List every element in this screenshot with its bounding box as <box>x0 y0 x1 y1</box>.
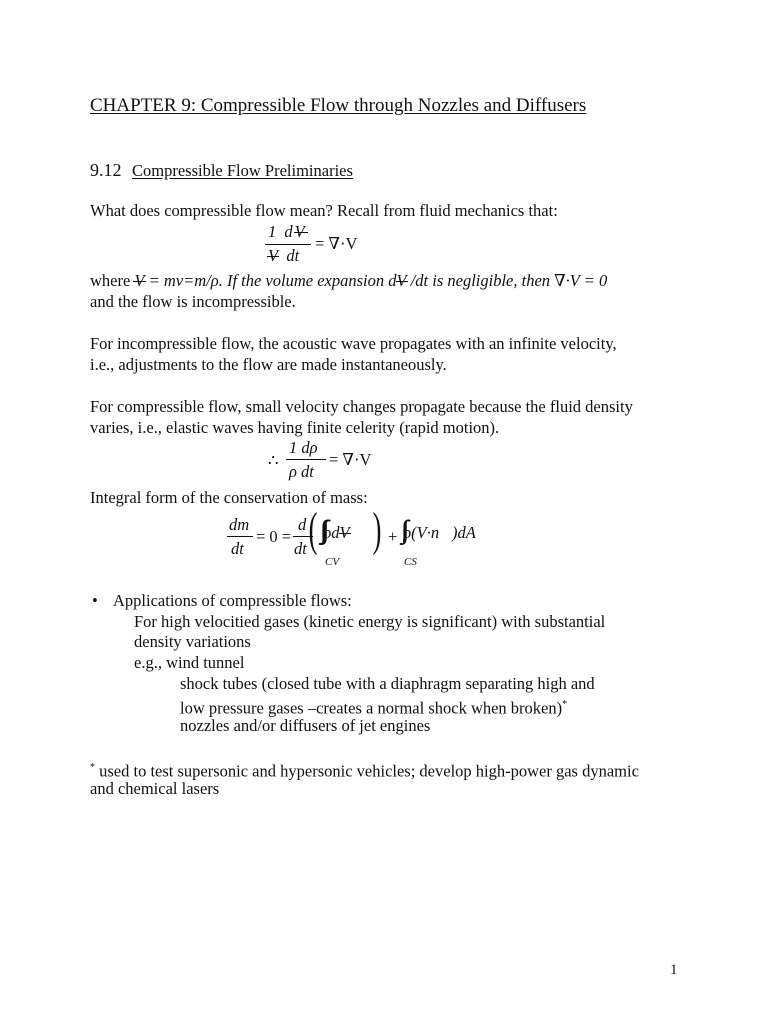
compressible-line-2: varies, i.e., elastic waves having finite celerity (rapid motion). <box>90 418 500 437</box>
section-heading <box>90 160 353 181</box>
eq3-cs-label: CS <box>404 556 417 568</box>
incompressible-line: and the flow is incompressible. <box>90 292 296 311</box>
bullet-line-5: low pressure gases –creates a normal shock when broken)* <box>180 698 568 718</box>
page-number: 1 <box>670 962 678 978</box>
footnote-line-1: * used to test supersonic and hypersonic vehicles; develop high-power gas dynamic <box>90 761 639 781</box>
footnote-line-2: and chemical lasers <box>90 779 220 798</box>
eq3-lhs-numerator: dm <box>229 515 250 534</box>
eq2-therefore: ∴ <box>268 451 279 470</box>
eq2-numerator: 1 dρ <box>289 438 318 457</box>
bullet-line-4: shock tubes (closed tube with a diaphragm separating high and <box>180 674 595 693</box>
eq3-d-numerator: d <box>298 515 307 534</box>
eq3-right-paren: ) <box>372 503 382 556</box>
eq1-denominator: V dt <box>268 246 300 265</box>
eq3-double-integral: ∫∫ρ(V·n⃗)dA <box>401 515 476 544</box>
eq3-lhs-bar <box>227 536 253 537</box>
bullet-line-2: density variations <box>134 632 251 651</box>
eq2-rhs: = ∇·V <box>329 450 372 469</box>
eq3-zero: = 0 = <box>256 527 292 546</box>
section-title: Compressible Flow Preliminaries <box>132 161 353 180</box>
footnote-marker: * <box>562 699 568 710</box>
section-number: 9.12 <box>90 160 122 180</box>
bullet-heading: Applications of compressible flows: <box>113 591 352 610</box>
eq3-cv-label: CV <box>325 556 340 568</box>
compressible-line-1: For compressible flow, small velocity changes propagate because the fluid density <box>90 397 633 416</box>
incompressible-line-1: For incompressible flow, the acoustic wave propagates with an infinite velocity, <box>90 334 617 353</box>
bullet-line-3: e.g., wind tunnel <box>134 653 245 672</box>
eq1-numerator: 1 dV <box>268 222 307 241</box>
eq3-d-denominator: dt <box>294 539 307 558</box>
chapter-title: CHAPTER 9: Compressible Flow through Nozzles and Diffusers <box>90 95 587 116</box>
eq3-left-paren: ( <box>308 503 318 556</box>
where-line: where V = mv=m/ρ. If the volume expansion dV /dt is negligible, then ∇·V = 0 <box>90 271 608 290</box>
incompressible-line-2: i.e., adjustments to the flow are made instantaneously. <box>90 355 447 374</box>
bullet-dot: • <box>92 591 98 610</box>
bullet-line-1: For high velocitied gases (kinetic energy is significant) with substantial <box>134 612 606 631</box>
eq3-lhs-denominator: dt <box>231 539 244 558</box>
eq2-fraction-bar <box>286 459 326 460</box>
eq3-plus: + <box>388 527 398 546</box>
eq3-triple-integral: ∫∫∫ρdV <box>320 515 350 544</box>
intro-paragraph: What does compressible flow mean? Recall from fluid mechanics that: <box>90 201 558 220</box>
bullet-line-6: nozzles and/or diffusers of jet engines <box>180 716 431 735</box>
integral-form-label: Integral form of the conservation of mass: <box>90 488 368 507</box>
eq1-rhs: = ∇·V <box>315 234 358 253</box>
eq2-denominator: ρ dt <box>289 462 314 481</box>
